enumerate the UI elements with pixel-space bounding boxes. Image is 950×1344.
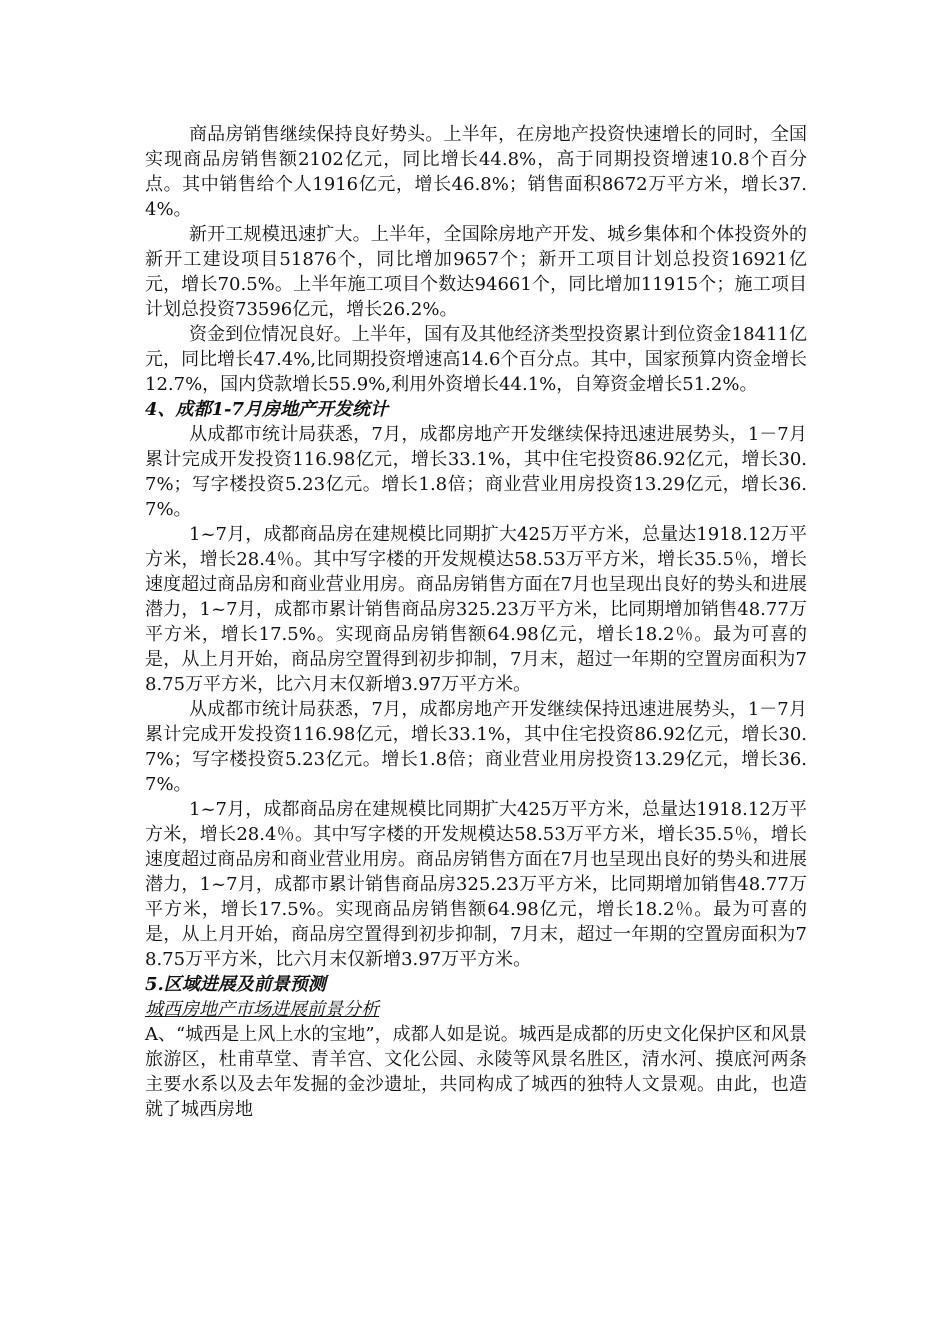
paragraph-chengxi: A、“城西是上风上水的宝地”，成都人如是说。城西是成都的历史文化保护区和风景旅游区，杜甫草堂、青羊宫、文化公园、永陵等风景名胜区，清水河、摸底河两条主要水系以及去年发掘的金沙遗址，共同构成了城西的独特人文景观。由此，也造就了城西房地 — [145, 1024, 807, 1120]
paragraph-chengdu-investment-repeat: 从成都市统计局获悉，7月，成都房地产开发继续保持迅速进展势头，1－7月累计完成开发投资116.98亿元，增长33.1%，其中住宅投资86.92亿元，增长30.7%；写字楼投资5.23亿元。增长1.8倍；商业营业用房投资13.29亿元，增长36.7%。 — [145, 699, 807, 795]
paragraph-new-construction: 新开工规模迅速扩大。上半年，全国除房地产开发、城乡集体和个体投资外的新开工建设项目51876个，同比增加9657个；新开工项目计划总投资16921亿元，增长70.5%。上半年施工项目个数达94661个，同比增加11915个；施工项目计划总投资73596亿元，增长26.2%。 — [145, 224, 807, 320]
paragraph-chengdu-investment: 从成都市统计局获悉，7月，成都房地产开发继续保持迅速进展势头，1－7月累计完成开发投资116.98亿元，增长33.1%，其中住宅投资86.92亿元，增长30.7%；写字楼投资5.23亿元。增长1.8倍；商业营业用房投资13.29亿元，增长36.7%。 — [145, 424, 807, 520]
paragraph-sales: 商品房销售继续保持良好势头。上半年，在房地产投资快速增长的同时，全国实现商品房销售额2102亿元，同比增长44.8%，高于同期投资增速10.8个百分点。其中销售给个人1916亿元，增长46.8%；销售面积8672万平方米，增长37.4%。 — [145, 124, 807, 220]
subsection-heading: 城西房地产市场进展前景分析 — [145, 999, 379, 1020]
paragraph-chengdu-scale-repeat: 1~7月，成都商品房在建规模比同期扩大425万平方米，总量达1918.12万平方米，增长28.4％。其中写字楼的开发规模达58.53万平方米，增长35.5％，增长速度超过商品房和商业营业用房。商品房销售方面在7月也呈现出良好的势头和进展潜力，1~7月，成都市累计销售商品房325.23万平方米，比同期增加销售48.77万平方米，增长17.5%。实现商品房销售额64.98亿元，增长18.2％。最为可喜的是，从上月开始，商品房空置得到初步抑制，7月末，超过一年期的空置房面积为78.75万平方米，比六月末仅新增3.97万平方米。 — [145, 799, 807, 970]
section-heading-4: 4、成都1-7月房地产开发统计 — [145, 399, 389, 420]
document-page — [145, 122, 807, 1122]
paragraph-chengdu-scale: 1~7月，成都商品房在建规模比同期扩大425万平方米，总量达1918.12万平方米，增长28.4％。其中写字楼的开发规模达58.53万平方米，增长35.5％，增长速度超过商品房和商业营业用房。商品房销售方面在7月也呈现出良好的势头和进展潜力，1~7月，成都市累计销售商品房325.23万平方米，比同期增加销售48.77万平方米，增长17.5%。实现商品房销售额64.98亿元，增长18.2％。最为可喜的是，从上月开始，商品房空置得到初步抑制，7月末，超过一年期的空置房面积为78.75万平方米，比六月末仅新增3.97万平方米。 — [145, 524, 807, 695]
section-heading-5: 5.区域进展及前景预测 — [145, 974, 326, 995]
paragraph-funding: 资金到位情况良好。上半年，国有及其他经济类型投资累计到位资金18411亿元，同比增长47.4%,比同期投资增速高14.6个百分点。其中，国家预算内资金增长12.7%，国内贷款增长55.9%,利用外资增长44.1%，自筹资金增长51.2%。 — [145, 324, 807, 395]
